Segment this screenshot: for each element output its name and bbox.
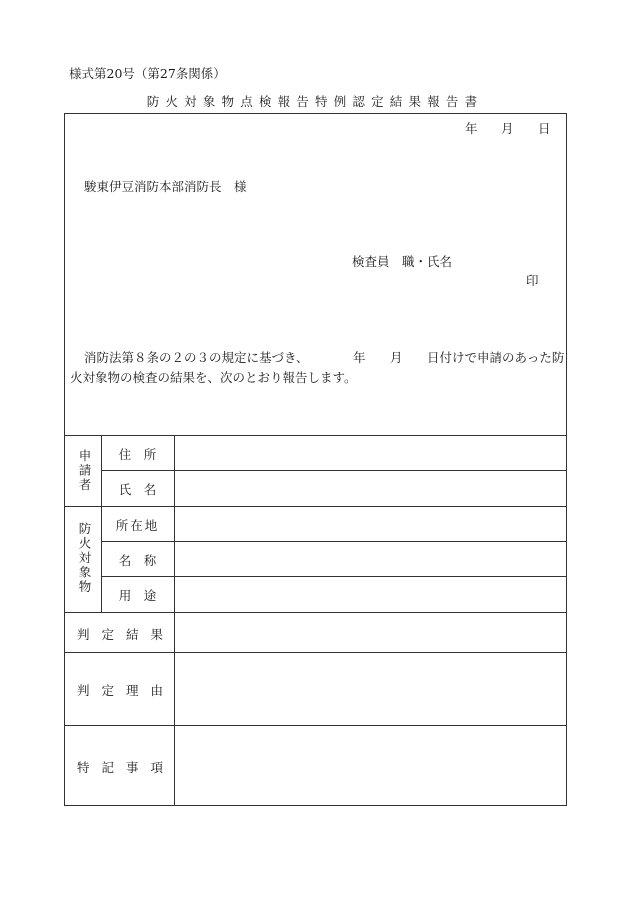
applicant-name-field[interactable] bbox=[176, 472, 566, 505]
property-use-field[interactable] bbox=[176, 578, 566, 611]
applicant-name-label: 氏 名 bbox=[118, 482, 157, 497]
property-location-label: 所在地 bbox=[115, 518, 160, 533]
applicant-group-label: 申請者 bbox=[77, 449, 92, 493]
property-location-field[interactable] bbox=[176, 508, 566, 540]
divider-result-reason bbox=[64, 652, 567, 653]
date-day-label: 日 bbox=[538, 121, 551, 136]
special-notes-label: 特記事項 bbox=[77, 760, 176, 775]
body-line1-part1: 消防法第８条の２の３の規定に基づき、 bbox=[84, 350, 309, 365]
body-line2: 火対象物の検査の結果を、次のとおり報告します。 bbox=[70, 370, 357, 385]
divider-reason-notes bbox=[64, 725, 567, 726]
divider-applicant-property bbox=[64, 506, 567, 507]
property-group-label: 防火対象物 bbox=[77, 522, 92, 595]
judgment-reason-label: 判定理由 bbox=[77, 683, 176, 698]
divider-location-name bbox=[101, 541, 567, 542]
judgment-result-field[interactable] bbox=[176, 614, 566, 651]
property-use-label: 用 途 bbox=[118, 588, 157, 603]
judgment-result-label: 判定結果 bbox=[77, 627, 176, 642]
date-year-label: 年 bbox=[465, 121, 478, 136]
judgment-reason-field[interactable] bbox=[176, 654, 566, 724]
divider-name-use bbox=[101, 576, 567, 577]
divider-property-result bbox=[64, 612, 567, 613]
body-line1-year: 年 bbox=[353, 350, 366, 365]
body-line1-month: 月 bbox=[390, 350, 403, 365]
seal-mark: 印 bbox=[526, 273, 539, 288]
divider-header-table bbox=[64, 435, 567, 436]
addressee: 駿東伊豆消防本部消防長 様 bbox=[84, 179, 247, 194]
inspector-label: 検査員 職・氏名 bbox=[352, 254, 453, 269]
property-name-label: 名 称 bbox=[118, 553, 157, 568]
date-month-label: 月 bbox=[501, 121, 514, 136]
form-title: 防火対象物点検報告特例認定結果報告書 bbox=[146, 94, 484, 109]
property-name-field[interactable] bbox=[176, 543, 566, 575]
body-line1-part2: 日付けで申請のあった防 bbox=[427, 350, 565, 365]
form-number: 様式第20号（第27条関係） bbox=[69, 66, 226, 81]
divider-label-column bbox=[174, 435, 175, 806]
divider-address-name bbox=[101, 470, 567, 471]
applicant-address-field[interactable] bbox=[176, 437, 566, 469]
applicant-address-label: 住 所 bbox=[118, 447, 157, 462]
special-notes-field[interactable] bbox=[176, 727, 566, 804]
